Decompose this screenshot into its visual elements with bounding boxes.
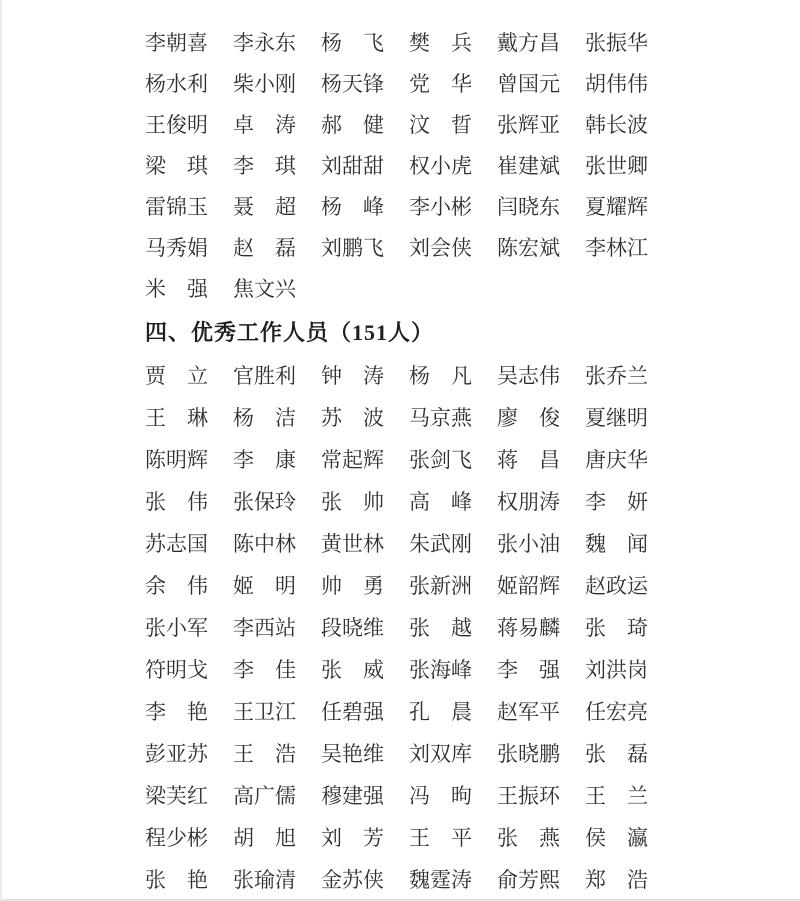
name-cell: 苏志国 [145,532,208,556]
name-cell: 张 伟 [145,490,208,514]
name-cell: 梁芙红 [145,784,208,808]
name-row [145,732,800,774]
name-cell: 吴艳维 [321,742,384,766]
name-cell: 郝 健 [321,112,384,137]
name-cell: 张保玲 [233,490,296,514]
name-cell: 任碧强 [321,700,384,724]
name-cell: 苏 波 [321,406,384,430]
name-cell: 任宏亮 [585,700,648,724]
name-cell: 张小油 [497,532,560,556]
name-cell: 韩长波 [585,112,648,137]
name-cell: 李 妍 [585,490,648,514]
name-cell: 杨 凡 [409,364,472,388]
name-cell: 刘双库 [409,742,472,766]
name-cell: 闫晓东 [497,194,560,219]
name-cell: 李 艳 [145,700,208,724]
name-cell: 张 威 [321,658,384,682]
name-cell: 雷锦玉 [145,194,208,219]
name-cell: 李朝喜 [145,30,208,55]
name-cell: 米 强 [145,276,208,301]
name-cell: 官胜利 [233,364,296,388]
name-cell: 权朋涛 [497,490,560,514]
name-row [145,522,800,564]
name-cell: 刘会侠 [409,235,472,260]
name-cell: 赵政运 [585,574,648,598]
name-cell: 钟 涛 [321,364,384,388]
name-cell: 李林江 [585,235,648,260]
name-cell: 侯 瀛 [585,826,648,850]
name-cell: 余 伟 [145,574,208,598]
name-cell: 张 燕 [497,826,560,850]
name-cell: 张 磊 [585,742,648,766]
name-row [145,648,800,690]
name-cell: 张 艳 [145,868,208,892]
name-cell: 魏 闻 [585,532,648,556]
name-cell: 王振环 [497,784,560,808]
name-cell: 张乔兰 [585,364,648,388]
name-cell: 王 兰 [585,784,648,808]
name-cell: 张瑜清 [233,868,296,892]
name-cell: 唐庆华 [585,448,648,472]
name-cell: 张世卿 [585,153,648,178]
name-cell: 彭亚苏 [145,742,208,766]
name-row [145,396,800,438]
name-cell: 张新洲 [409,574,472,598]
name-cell: 魏霆涛 [409,868,472,892]
name-row [145,774,800,816]
name-cell: 梁 琪 [145,153,208,178]
name-cell: 崔建斌 [497,153,560,178]
name-cell: 姬韶辉 [497,574,560,598]
name-row [145,438,800,480]
name-row [145,480,800,522]
name-row [145,267,800,308]
name-cell: 贾 立 [145,364,208,388]
name-cell: 张 琦 [585,616,648,640]
name-row [145,816,800,858]
name-cell: 杨水利 [145,71,208,96]
name-cell: 李永东 [233,30,296,55]
name-cell: 焦文兴 [233,276,296,301]
name-row [145,564,800,606]
name-cell: 姬 明 [233,574,296,598]
name-cell: 符明戈 [145,658,208,682]
name-cell: 张晓鹏 [497,742,560,766]
name-row [145,606,800,648]
name-cell: 刘甜甜 [321,153,384,178]
name-cell: 马秀娟 [145,235,208,260]
name-cell: 李 康 [233,448,296,472]
name-cell: 帅 勇 [321,574,384,598]
name-cell: 夏继明 [585,406,648,430]
name-row [145,144,800,185]
name-row [145,354,800,396]
name-cell: 赵军平 [497,700,560,724]
prev-section-name-list [145,21,800,308]
name-cell: 刘鹏飞 [321,235,384,260]
name-cell: 穆建强 [321,784,384,808]
name-cell: 聂 超 [233,194,296,219]
name-row [145,103,800,144]
name-cell: 李 佳 [233,658,296,682]
name-cell: 刘洪岗 [585,658,648,682]
name-row [145,21,800,62]
name-cell: 王 浩 [233,742,296,766]
name-cell: 李小彬 [409,194,472,219]
name-cell: 吴志伟 [497,364,560,388]
name-cell: 蒋易麟 [497,616,560,640]
name-row [145,690,800,732]
name-cell: 杨 峰 [321,194,384,219]
name-cell: 张振华 [585,30,648,55]
name-cell: 程少彬 [145,826,208,850]
name-cell: 刘 芳 [321,826,384,850]
section4-heading: 四、优秀工作人员（151人） [145,319,435,345]
name-cell: 权小虎 [409,153,472,178]
name-cell: 高广儒 [233,784,296,808]
name-cell: 张剑飞 [409,448,472,472]
name-cell: 张 越 [409,616,472,640]
name-cell: 党 华 [409,71,472,96]
name-cell: 张 帅 [321,490,384,514]
name-cell: 陈中林 [233,532,296,556]
name-cell: 赵 磊 [233,235,296,260]
name-cell: 张海峰 [409,658,472,682]
section4-name-list [145,354,800,900]
name-cell: 曾国元 [497,71,560,96]
name-cell: 李 强 [497,658,560,682]
name-row [145,185,800,226]
name-cell: 汶 晢 [409,112,472,137]
name-cell: 朱武刚 [409,532,472,556]
name-cell: 杨 洁 [233,406,296,430]
name-cell: 张小军 [145,616,208,640]
name-cell: 王卫江 [233,700,296,724]
name-cell: 孔 晨 [409,700,472,724]
name-cell: 黄世林 [321,532,384,556]
name-cell: 樊 兵 [409,30,472,55]
name-cell: 李 琪 [233,153,296,178]
name-cell: 高 峰 [409,490,472,514]
name-cell: 王俊明 [145,112,208,137]
name-cell: 段晓维 [321,616,384,640]
name-cell: 金苏侠 [321,868,384,892]
name-cell: 冯 昫 [409,784,472,808]
name-cell: 常起辉 [321,448,384,472]
name-row [145,226,800,267]
name-cell: 柴小刚 [233,71,296,96]
name-cell: 杨 飞 [321,30,384,55]
name-cell: 杨天锋 [321,71,384,96]
name-cell: 俞芳熙 [497,868,560,892]
name-cell: 夏耀辉 [585,194,648,219]
name-cell: 马京燕 [409,406,472,430]
name-cell: 陈宏斌 [497,235,560,260]
name-cell: 胡伟伟 [585,71,648,96]
name-row [145,858,800,900]
name-cell: 郑 浩 [585,868,648,892]
name-cell: 陈明辉 [145,448,208,472]
name-row [145,62,800,103]
name-cell: 张辉亚 [497,112,560,137]
name-cell: 戴方昌 [497,30,560,55]
name-cell: 廖 俊 [497,406,560,430]
name-cell: 胡 旭 [233,826,296,850]
name-cell: 卓 涛 [233,112,296,137]
name-cell: 王 平 [409,826,472,850]
name-cell: 蒋 昌 [497,448,560,472]
name-cell: 王 琳 [145,406,208,430]
name-cell: 李西站 [233,616,296,640]
